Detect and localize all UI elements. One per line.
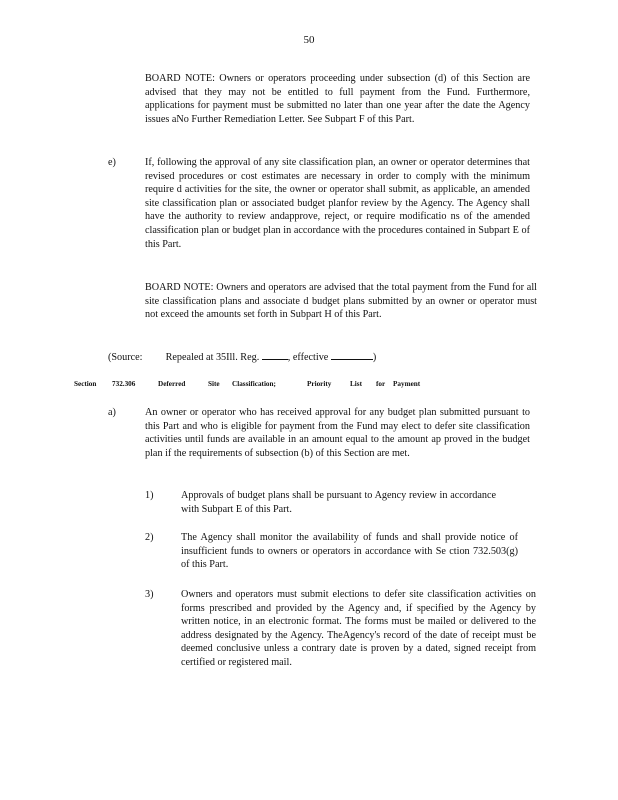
paragraph-a-text: An owner or operator who has received approval for any budget plan submitted pursuant to this Part and who is eligible for payment from the Fund may elect to defer site classification activities until funds are available in an amount equal to the amount ap proved in the budget plan if the requirements of subsection (b) of this Section are met. xyxy=(145,407,530,459)
source-effective: effective xyxy=(292,352,329,363)
section-number: 732.306 xyxy=(112,380,136,388)
section-title-word-4: Priority xyxy=(307,380,332,388)
source-text: Repealed at 35Ill. Reg. xyxy=(165,352,260,363)
section-title-word-3: Classification; xyxy=(232,380,276,388)
section-title-word-6: for xyxy=(376,380,386,388)
item-3-label: 3) xyxy=(145,589,154,600)
paragraph-e-label: e) xyxy=(108,157,116,168)
item-2-label: 2) xyxy=(145,532,154,543)
board-note-2: BOARD NOTE: Owners and operators are advised that the total payment from the Fund for all site classification plans and associate d budget plans submitted by an owner or operator must not exceed the amounts set forth in Subpart H of this Part. xyxy=(145,282,537,321)
section-title-word-7: Payment xyxy=(393,380,421,388)
paragraph-a-label: a) xyxy=(108,407,116,418)
paragraph-e-text: If, following the approval of any site classification plan, an owner or operator determines that revised procedures or cost estimates are necessary in order to comply with the minimum require d activities for the site, the owner or operator shall submit, as applicable, an amended site classification plan or associated budget planfor review by the Agency. The Agency shall have the authority to review andapprove, reject, or require modificatio ns of the amended classification plan or budget plan in accordance with the procedures contained in Subpart E of this Part. xyxy=(145,157,530,250)
source-blank-1 xyxy=(262,350,288,360)
item-1-label: 1) xyxy=(145,490,154,501)
item-3-text: Owners and operators must submit elections to defer site classification activities on forms prescribed and provided by the Agency and, if specified by the Agency by written notice, in an electronic format. The forms must be mailed or delivered to the address designated by the Agency. TheAgency's record of the date of receipt must be deemed conclusive unless a contrary date is proven by a dated, signed receipt from certified or registered mail. xyxy=(181,589,536,668)
section-word: Section xyxy=(74,380,97,388)
section-title-word-2: Site xyxy=(208,380,220,388)
section-title-word-1: Deferred xyxy=(158,380,186,388)
page-number: 50 xyxy=(303,34,315,46)
source-note: (Source: Repealed at 35Ill. Reg. , effective ) xyxy=(108,352,377,363)
source-blank-2 xyxy=(331,350,373,360)
item-1-text: Approvals of budget plans shall be pursuant to Agency review in accordance with Subpart E of this Part. xyxy=(181,490,496,515)
section-title-word-5: List xyxy=(350,380,362,388)
source-prefix: (Source: xyxy=(108,352,143,363)
item-2-text: The Agency shall monitor the availability of funds and shall provide notice of insufficient funds to owners or operators in accordance with Se ction 732.503(g) of this Part. xyxy=(181,532,518,571)
source-suffix: ) xyxy=(372,352,377,363)
board-note-1: BOARD NOTE: Owners or operators proceeding under subsection (d) of this Section are advised that they may not be entitled to full payment from the Fund. Furthermore, applications for payment must be submitted no later than one year after the date the Agency issues aNo Further Remediation Letter. See Subpart F of this Part. xyxy=(145,73,530,125)
